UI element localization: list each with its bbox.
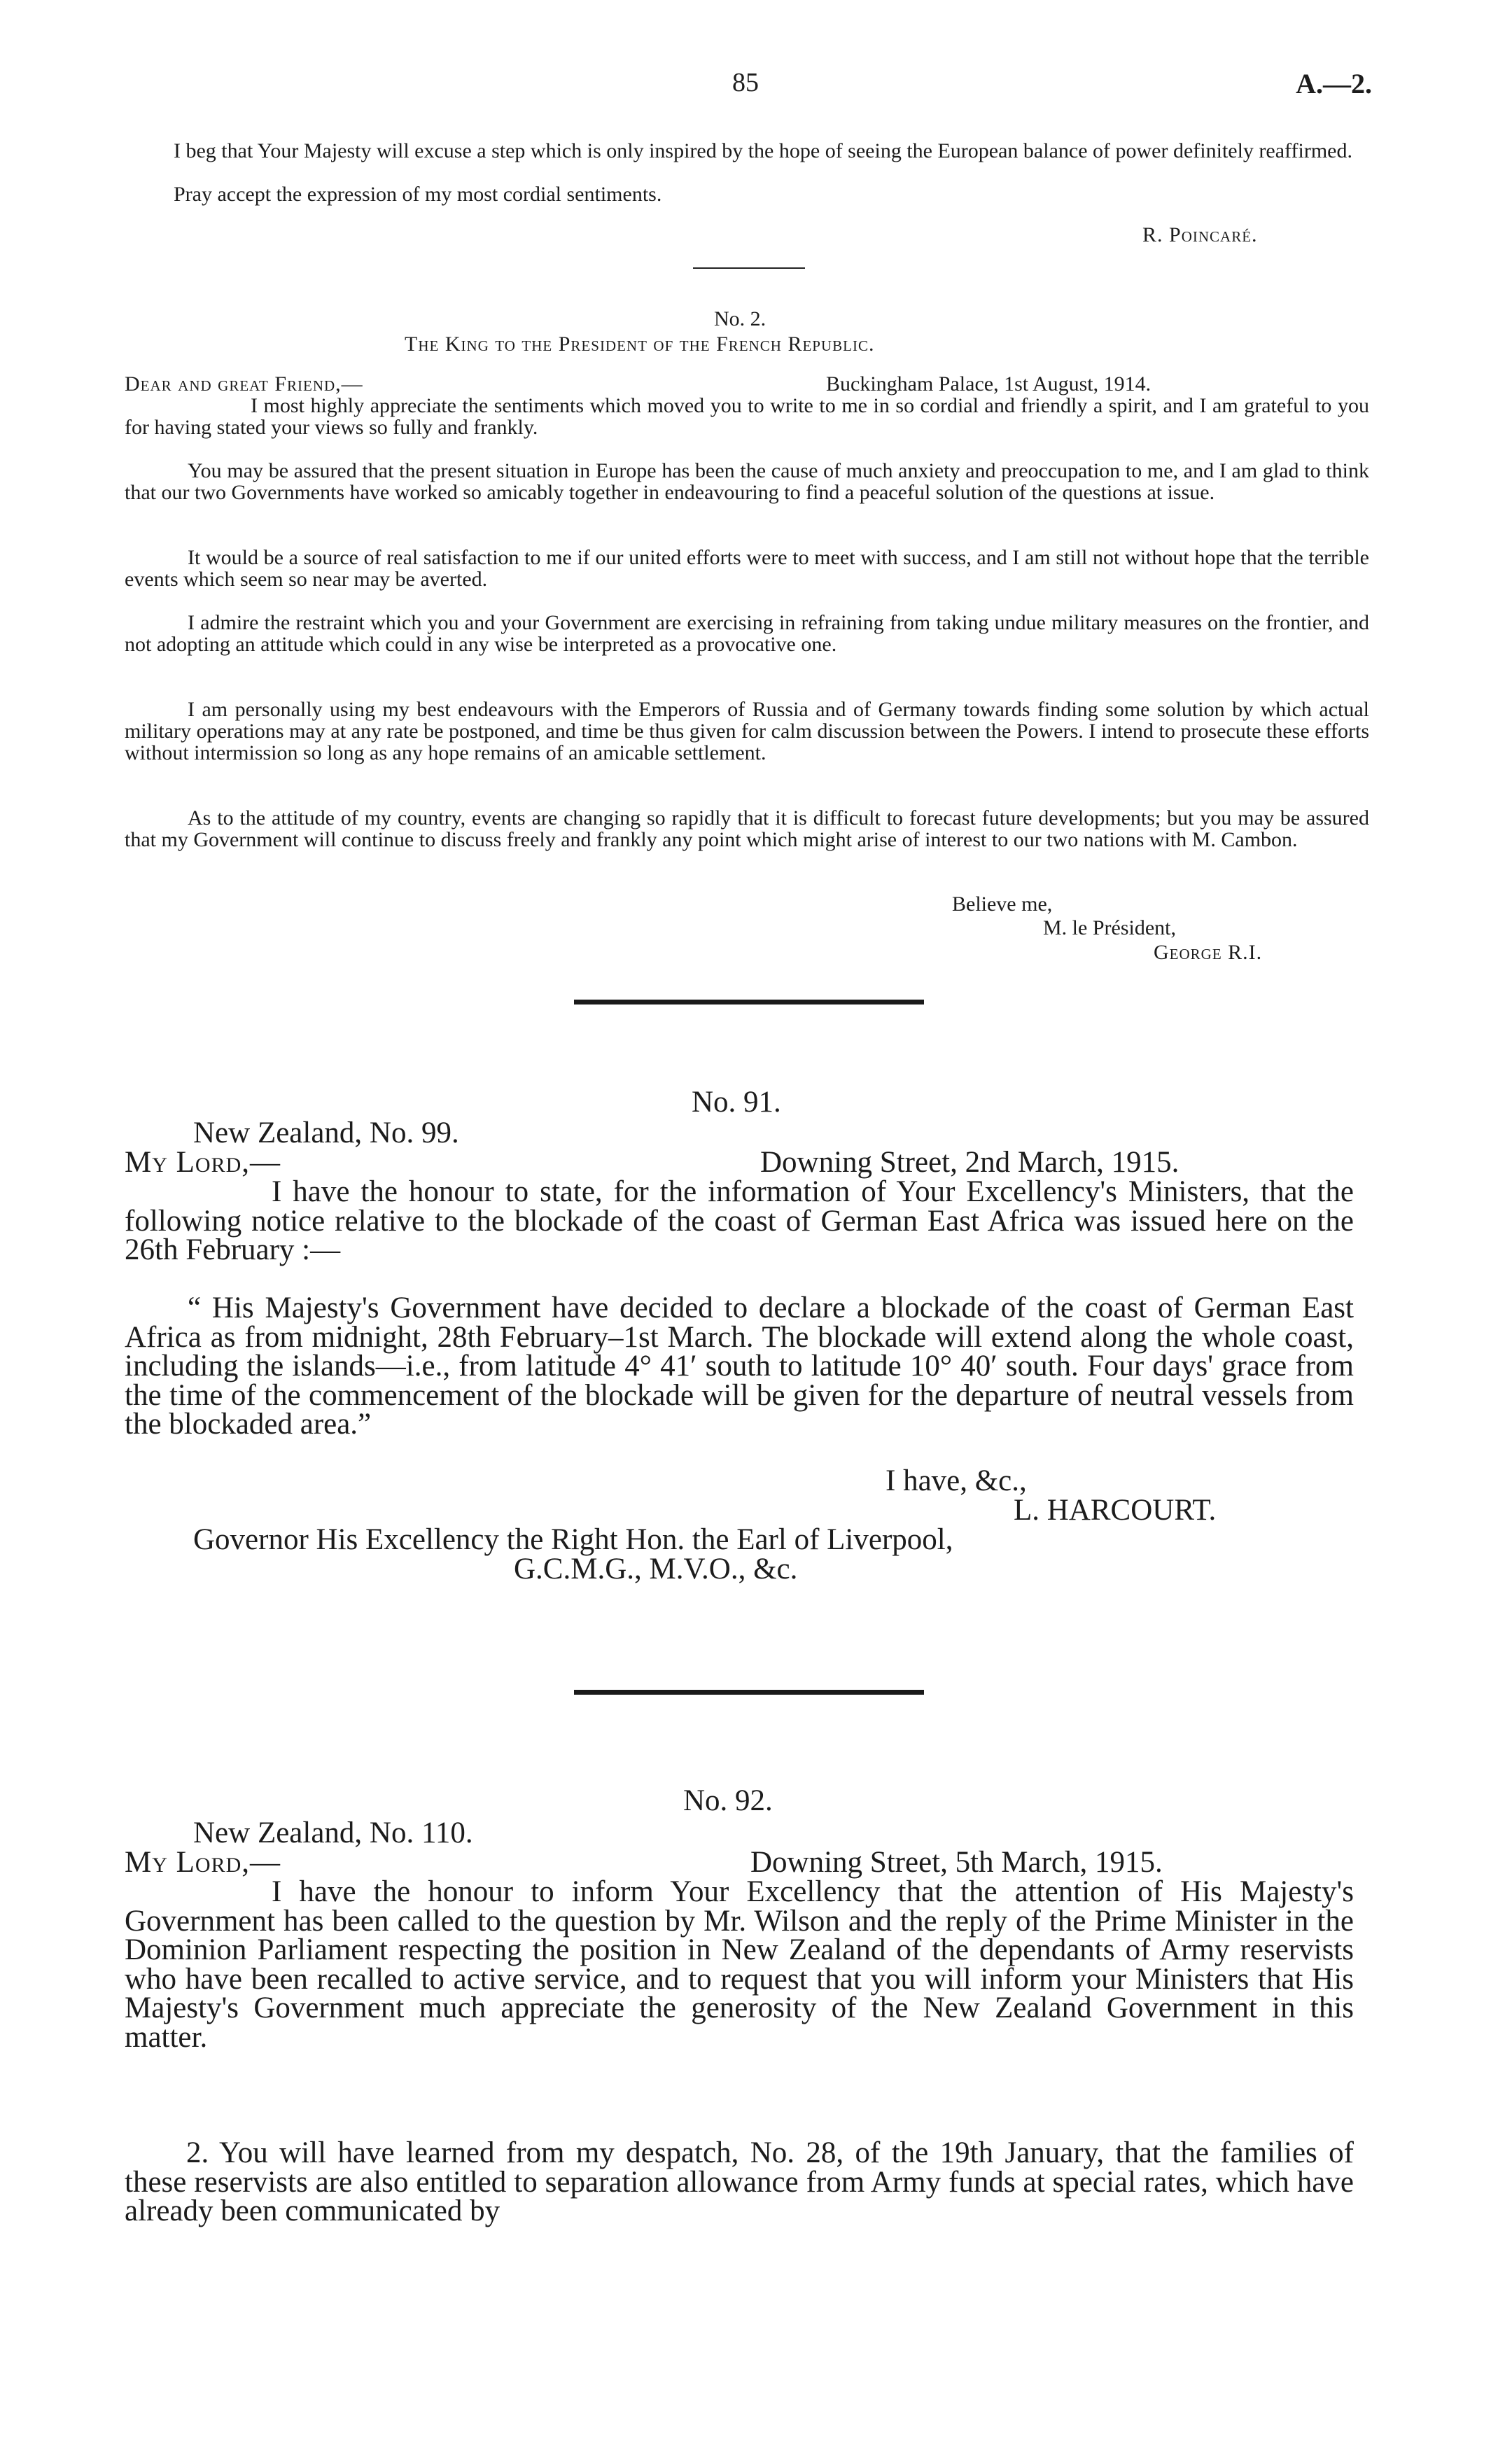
intro-signature: R. Poincaré. <box>1142 223 1258 246</box>
letter-number: No. 2. <box>714 307 766 330</box>
section-divider-thick <box>574 1690 924 1695</box>
despatch-number: No. 91. <box>692 1086 781 1119</box>
despatch-body: I have the honour to inform Your Excellency that the attention of His Majesty's Government has been called to the question by Mr. Wilson and the reply of the Prime Minister in the Dominion Parliament respecting the position in New Zealand of the dependants of Army reservists who have been recalled to active service, and to request that you will inform your Ministers that His Majesty's Government much appreciate the generosity of the New Zealand Government in this matter. <box>125 1875 1354 2054</box>
despatch-salutation: My Lord,— <box>125 1146 281 1179</box>
letter-closing: Believe me, <box>952 892 1053 916</box>
letter-paragraph: I admire the restraint which you and your Government are exercising in refraining from taking undue military measures on the frontier, and not adopting an attitude which could in any wise be interpreted as a provocative one. <box>125 611 1369 656</box>
intro-paragraph: I beg that Your Majesty will excuse a step which is only inspired by the hope of seeing the European balance of power definitely reaffirmed. <box>174 139 1352 162</box>
despatch-body: 2. You will have learned from my despatch, No. 28, of the 19th January, that the families of these reservists are also entitled to separation allowance from Army funds at special rates, which have already been communicated by <box>125 2136 1354 2227</box>
letter-paragraph: I am personally using my best endeavours with the Emperors of Russia and of Germany towards finding some solution by which actual military operations may at any rate be postponed, and time be thus given for calm discussion between the Powers. I intend to prosecute these efforts without intermission so long as any hope remains of an amicable settlement. <box>125 698 1369 764</box>
despatch-closing: I have, &c., <box>886 1464 1027 1497</box>
letter-salutation: Dear and great Friend,— <box>125 372 363 396</box>
despatch-place-date: Downing Street, 2nd March, 1915. <box>760 1146 1180 1179</box>
page-number: 85 <box>732 68 759 97</box>
despatch-place-date: Downing Street, 5th March, 1915. <box>750 1846 1163 1879</box>
letter-paragraph: It would be a source of real satisfaction to me if our united efforts were to meet with success, and I am still not without hope that the terrible events which seem so near may be averted. <box>125 546 1369 591</box>
letter-place-date: Buckingham Palace, 1st August, 1914. <box>826 372 1152 396</box>
letter-paragraph: As to the attitude of my country, events are changing so rapidly that it is difficult to forecast future developments; but you may be assured that my Government will continue to discuss freely and frankly any point which might arise of interest to our two nations with M. Cambon. <box>125 806 1369 851</box>
despatch-signature: L. HARCOURT. <box>1014 1494 1217 1527</box>
despatch-reference: New Zealand, No. 99. <box>193 1116 459 1149</box>
letter-signature: George R.I. <box>1154 941 1263 964</box>
despatch-reference: New Zealand, No. 110. <box>193 1816 473 1849</box>
despatch-body: I have the honour to state, for the information of Your Excellency's Ministers, that the following notice relative to the blockade of the coast of German East Africa was issued here on the 26th February :— <box>125 1175 1354 1266</box>
despatch-quote: “ His Majesty's Government have decided to declare a blockade of the coast of German East Africa as from midnight, 28th February–1st March. The blockade will extend along the whole coast, including the islands—i.e., from latitude 4° 41′ south to latitude 10° 40′ south. Four days' grace from the time of the commencement of the blockade will be given for the departure of neutral vessels from the blockaded area.” <box>125 1292 1354 1441</box>
despatch-salutation: My Lord,— <box>125 1846 281 1879</box>
letter-paragraph: I most highly appreciate the sentiments which moved you to write to me in so cordial and friendly a spirit, and I am grateful to you for having stated your views so fully and frankly. <box>125 394 1369 439</box>
section-divider <box>693 267 805 269</box>
letter-heading: The King to the President of the French Republic. <box>405 332 875 356</box>
document-reference: A.—2. <box>1296 68 1372 99</box>
section-divider-thick <box>574 1000 924 1004</box>
despatch-addressee-titles: G.C.M.G., M.V.O., &c. <box>514 1553 798 1586</box>
despatch-addressee: Governor His Excellency the Right Hon. the Earl of Liverpool, <box>193 1523 953 1556</box>
letter-address: M. le Président, <box>1043 916 1176 939</box>
letter-paragraph: You may be assured that the present situation in Europe has been the cause of much anxiety and preoccupation to me, and I am glad to think that our two Governments have worked so amicably together in endeavouring to find a peaceful solution of the questions at issue. <box>125 459 1369 504</box>
despatch-number: No. 92. <box>683 1784 773 1817</box>
intro-closing: Pray accept the expression of my most cordial sentiments. <box>174 183 662 206</box>
